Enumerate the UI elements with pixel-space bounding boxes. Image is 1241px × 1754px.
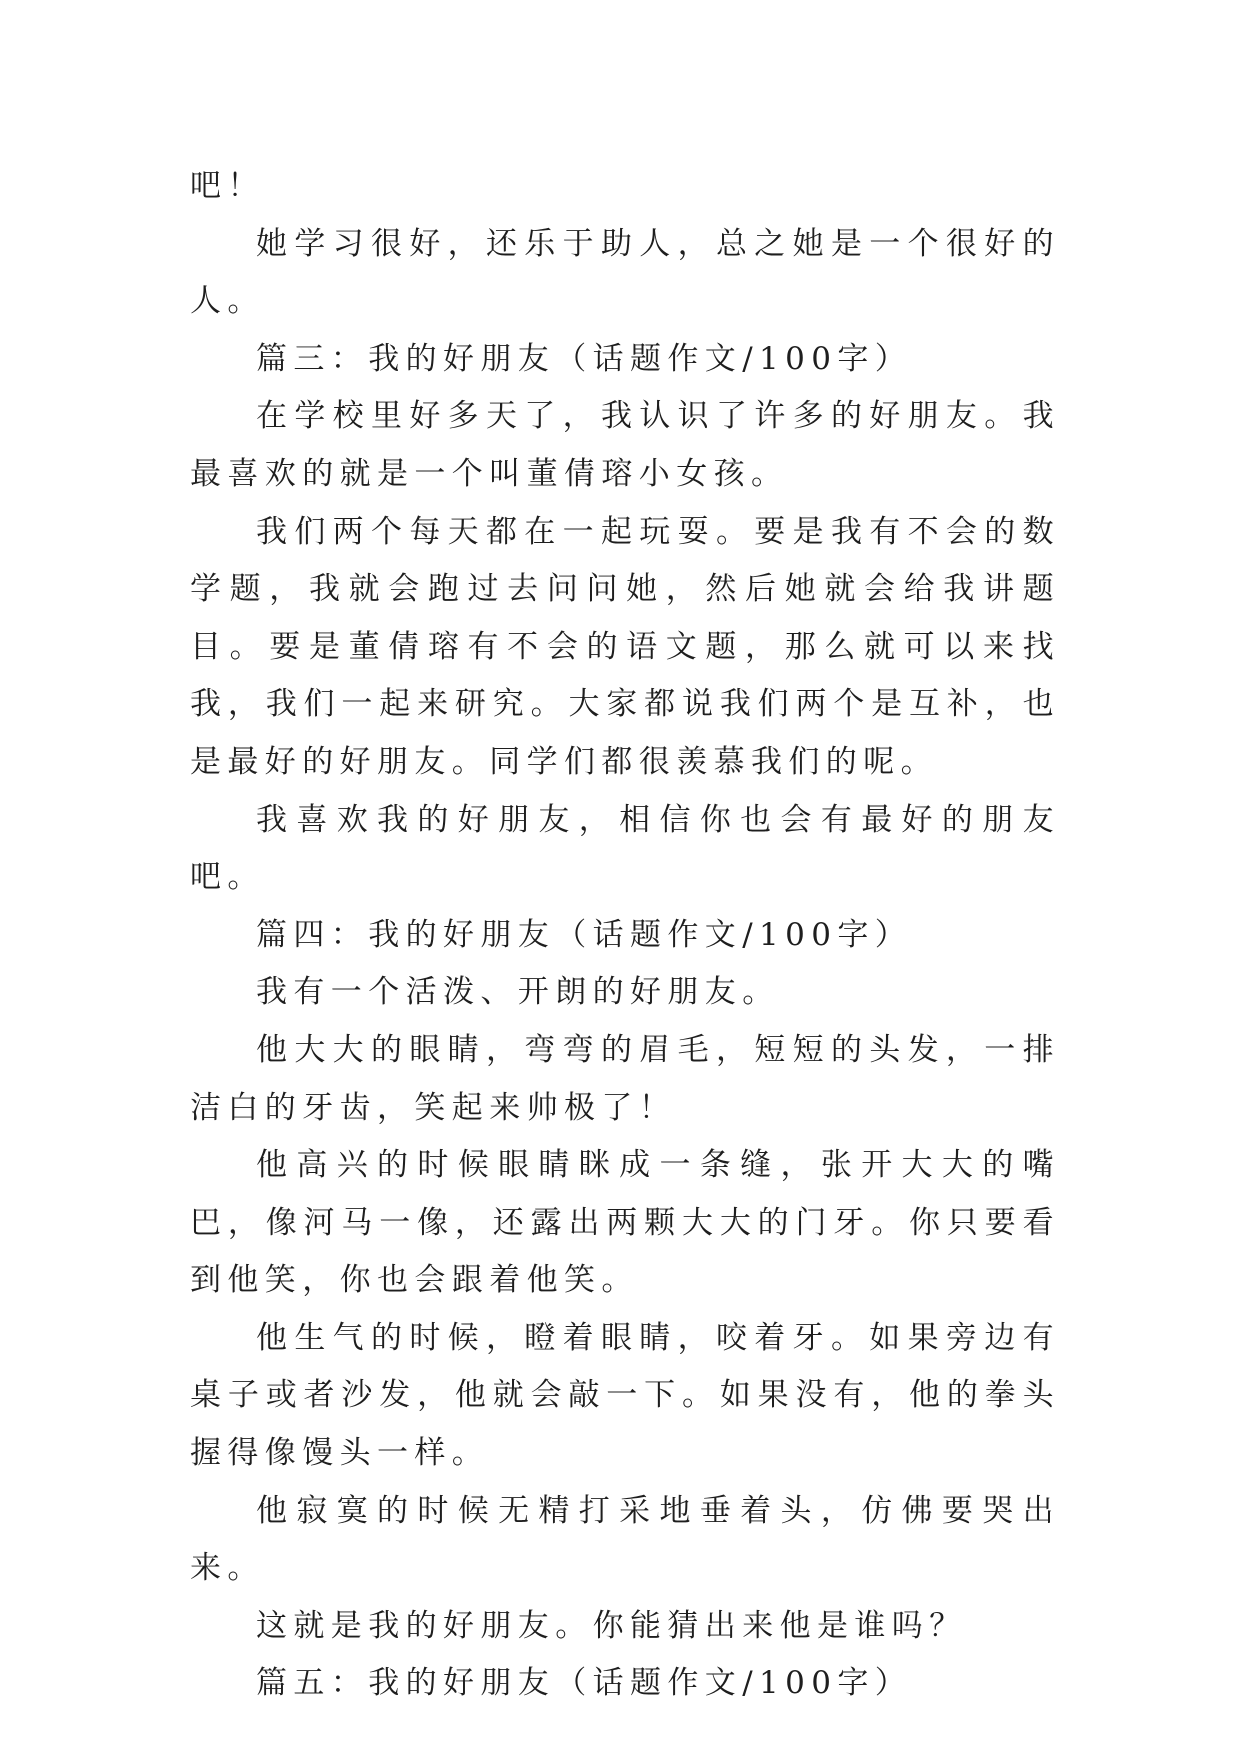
body-text xyxy=(190,158,1060,1713)
paragraph: 她学习很好，还乐于助人，总之她是一个很好的人。 xyxy=(190,225,1060,320)
section-heading-4: 篇四：我的好朋友（话题作文/100字） xyxy=(256,916,913,953)
section-heading-5: 篇五：我的好朋友（话题作文/100字） xyxy=(256,1665,913,1702)
paragraph: 我有一个活泼、开朗的好朋友。 xyxy=(256,974,780,1011)
section-heading-3: 篇三：我的好朋友（话题作文/100字） xyxy=(256,340,913,377)
paragraph: 在学校里好多天了，我认识了许多的好朋友。我最喜欢的就是一个叫董倩瑢小女孩。 xyxy=(190,398,1060,492)
paragraph: 他高兴的时候眼睛眯成一条缝，张开大大的嘴巴，像河马一像，还露出两颗大大的门牙。你只要看到他笑，你也会跟着他笑。 xyxy=(190,1147,1060,1299)
paragraph: 他寂寞的时候无精打采地垂着头，仿佛要哭出来。 xyxy=(190,1492,1060,1587)
paragraph: 他大大的眼睛，弯弯的眉毛，短短的头发，一排洁白的牙齿，笑起来帅极了！ xyxy=(190,1031,1060,1126)
paragraph: 他生气的时候，瞪着眼睛，咬着牙。如果旁边有桌子或者沙发，他就会敲一下。如果没有，他的拳头握得像馒头一样。 xyxy=(190,1319,1060,1472)
paragraph-continuation: 吧！ xyxy=(190,168,265,204)
paragraph: 我们两个每天都在一起玩耍。要是我有不会的数学题，我就会跑过去问问她，然后她就会给我讲题目。要是董倩瑢有不会的语文题，那么就可以来找我，我们一起来研究。大家都说我们两个是互补，也是最好的好朋友。同学们都很羡慕我们的呢。 xyxy=(190,513,1060,780)
paragraph: 我喜欢我的好朋友，相信你也会有最好的朋友吧。 xyxy=(190,801,1060,896)
paragraph: 这就是我的好朋友。你能猜出来他是谁吗？ xyxy=(256,1607,967,1644)
